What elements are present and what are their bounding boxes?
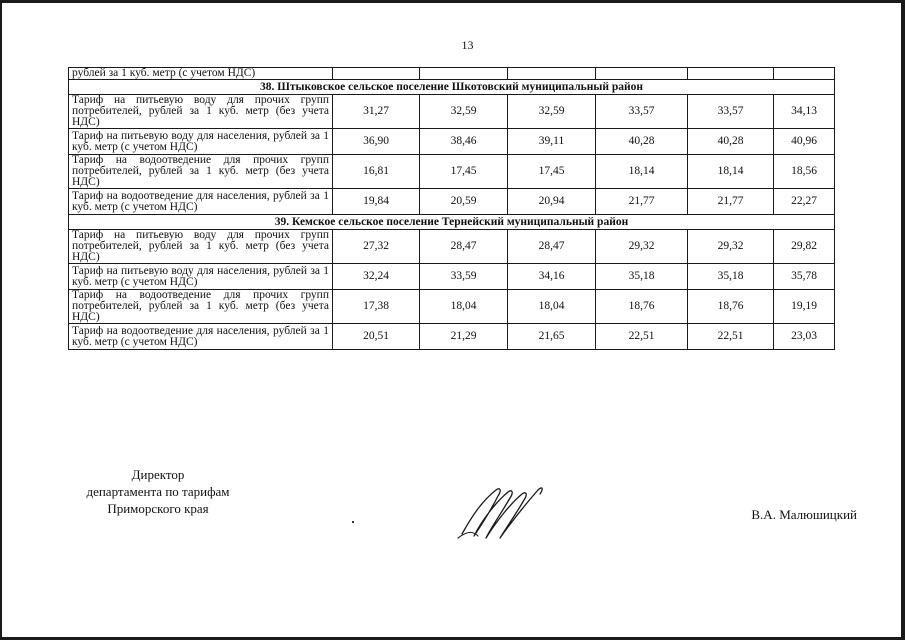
table-cell: [420, 68, 508, 80]
tariff-value-cell: 35,78: [774, 264, 835, 290]
tariff-value-cell: 33,57: [688, 95, 774, 129]
tariff-value-cell: 40,28: [596, 129, 688, 155]
table-row: [69, 324, 835, 350]
tariff-value-cell: 34,16: [508, 264, 596, 290]
tariff-value-cell: 22,51: [596, 324, 688, 350]
tariff-value-cell: 18,04: [508, 290, 596, 324]
tariff-value-cell: 21,29: [420, 324, 508, 350]
tariff-value-cell: 34,13: [774, 95, 835, 129]
tariff-value-cell: 35,18: [596, 264, 688, 290]
row-label: Тариф на питьевую воду для прочих групп потребителей, рублей за 1 куб. метр (без учета НДС): [69, 230, 333, 264]
position-line: Директор: [131, 467, 185, 482]
tariff-value-cell: 16,81: [333, 155, 420, 189]
row-label: Тариф на питьевую воду для населения, рублей за 1 куб. метр (с учетом НДС): [69, 264, 333, 290]
tariff-value-cell: 23,03: [774, 324, 835, 350]
tariff-value-cell: 32,24: [333, 264, 420, 290]
scan-border-top: [0, 0, 905, 3]
tariff-value-cell: 28,47: [420, 230, 508, 264]
table-row: [69, 68, 835, 80]
tariff-value-cell: 33,59: [420, 264, 508, 290]
table-cell: [508, 68, 596, 80]
tariff-value-cell: 21,65: [508, 324, 596, 350]
table-row: [69, 155, 835, 189]
tariff-value-cell: 18,76: [596, 290, 688, 324]
scan-speck: [352, 521, 354, 523]
row-label: Тариф на питьевую воду для населения, рублей за 1 куб. метр (с учетом НДС): [69, 129, 333, 155]
table-cell: [333, 68, 420, 80]
scan-border-right: [901, 0, 905, 640]
section-header-row: [69, 80, 835, 95]
section-header-row: [69, 215, 835, 230]
signatory-name: В.А. Малюшицкий: [751, 507, 857, 522]
tariff-value-cell: 18,56: [774, 155, 835, 189]
tariff-value-cell: 32,59: [420, 95, 508, 129]
table-row: [69, 230, 835, 264]
tariff-value-cell: 19,84: [333, 189, 420, 215]
table-row: [69, 290, 835, 324]
tariff-value-cell: 18,04: [420, 290, 508, 324]
position-line: департамента по тарифам: [86, 484, 230, 499]
tariff-value-cell: 27,32: [333, 230, 420, 264]
tariff-value-cell: 18,14: [596, 155, 688, 189]
row-label: Тариф на водоотведение для населения, рублей за 1 куб. метр (с учетом НДС): [69, 324, 333, 350]
tariff-value-cell: 31,27: [333, 95, 420, 129]
tariff-value-cell: 18,14: [688, 155, 774, 189]
table-cell: [688, 68, 774, 80]
page-number: 13: [461, 38, 474, 52]
row-label: Тариф на водоотведение для населения, рублей за 1 куб. метр (с учетом НДС): [69, 189, 333, 215]
section-title: 39. Кемское сельское поселение Тернейский муниципальный район: [69, 215, 835, 230]
tariff-value-cell: 39,11: [508, 129, 596, 155]
position-line: Приморского края: [107, 501, 209, 516]
tariff-value-cell: 20,51: [333, 324, 420, 350]
table-row: [69, 189, 835, 215]
tariff-value-cell: 17,38: [333, 290, 420, 324]
tariff-value-cell: 22,27: [774, 189, 835, 215]
table-row: [69, 129, 835, 155]
row-label: Тариф на водоотведение для прочих групп потребителей, рублей за 1 куб. метр (без учета НДС): [69, 290, 333, 324]
tariff-value-cell: 21,77: [596, 189, 688, 215]
tariff-value-cell: 32,59: [508, 95, 596, 129]
tariff-value-cell: 20,94: [508, 189, 596, 215]
tariff-value-cell: 20,59: [420, 189, 508, 215]
tariff-value-cell: 28,47: [508, 230, 596, 264]
tariff-value-cell: 40,96: [774, 129, 835, 155]
row-label: рублей за 1 куб. метр (с учетом НДС): [69, 68, 333, 80]
table-cell: [596, 68, 688, 80]
tariff-value-cell: 29,82: [774, 230, 835, 264]
tariff-value-cell: 36,90: [333, 129, 420, 155]
table-cell: [774, 68, 835, 80]
tariff-value-cell: 17,45: [420, 155, 508, 189]
tariff-value-cell: 19,19: [774, 290, 835, 324]
tariff-value-cell: 38,46: [420, 129, 508, 155]
scan-border-left: [0, 0, 2, 640]
row-label: Тариф на водоотведение для прочих групп потребителей, рублей за 1 куб. метр (без учета НДС): [69, 155, 333, 189]
tariff-value-cell: 29,32: [596, 230, 688, 264]
table-row: [69, 95, 835, 129]
tariff-value-cell: 35,18: [688, 264, 774, 290]
tariff-value-cell: 29,32: [688, 230, 774, 264]
tariff-value-cell: 18,76: [688, 290, 774, 324]
signatory-position: [68, 466, 248, 517]
table-row: [69, 264, 835, 290]
tariff-value-cell: 17,45: [508, 155, 596, 189]
row-label: Тариф на питьевую воду для прочих групп потребителей, рублей за 1 куб. метр (без учета НДС): [69, 95, 333, 129]
tariff-value-cell: 22,51: [688, 324, 774, 350]
tariff-value-cell: 33,57: [596, 95, 688, 129]
handwritten-signature: [452, 476, 552, 546]
tariff-value-cell: 40,28: [688, 129, 774, 155]
section-title: 38. Штыковское сельское поселение Шкотовский муниципальный район: [69, 80, 835, 95]
tariff-table: [68, 67, 835, 350]
tariff-value-cell: 21,77: [688, 189, 774, 215]
